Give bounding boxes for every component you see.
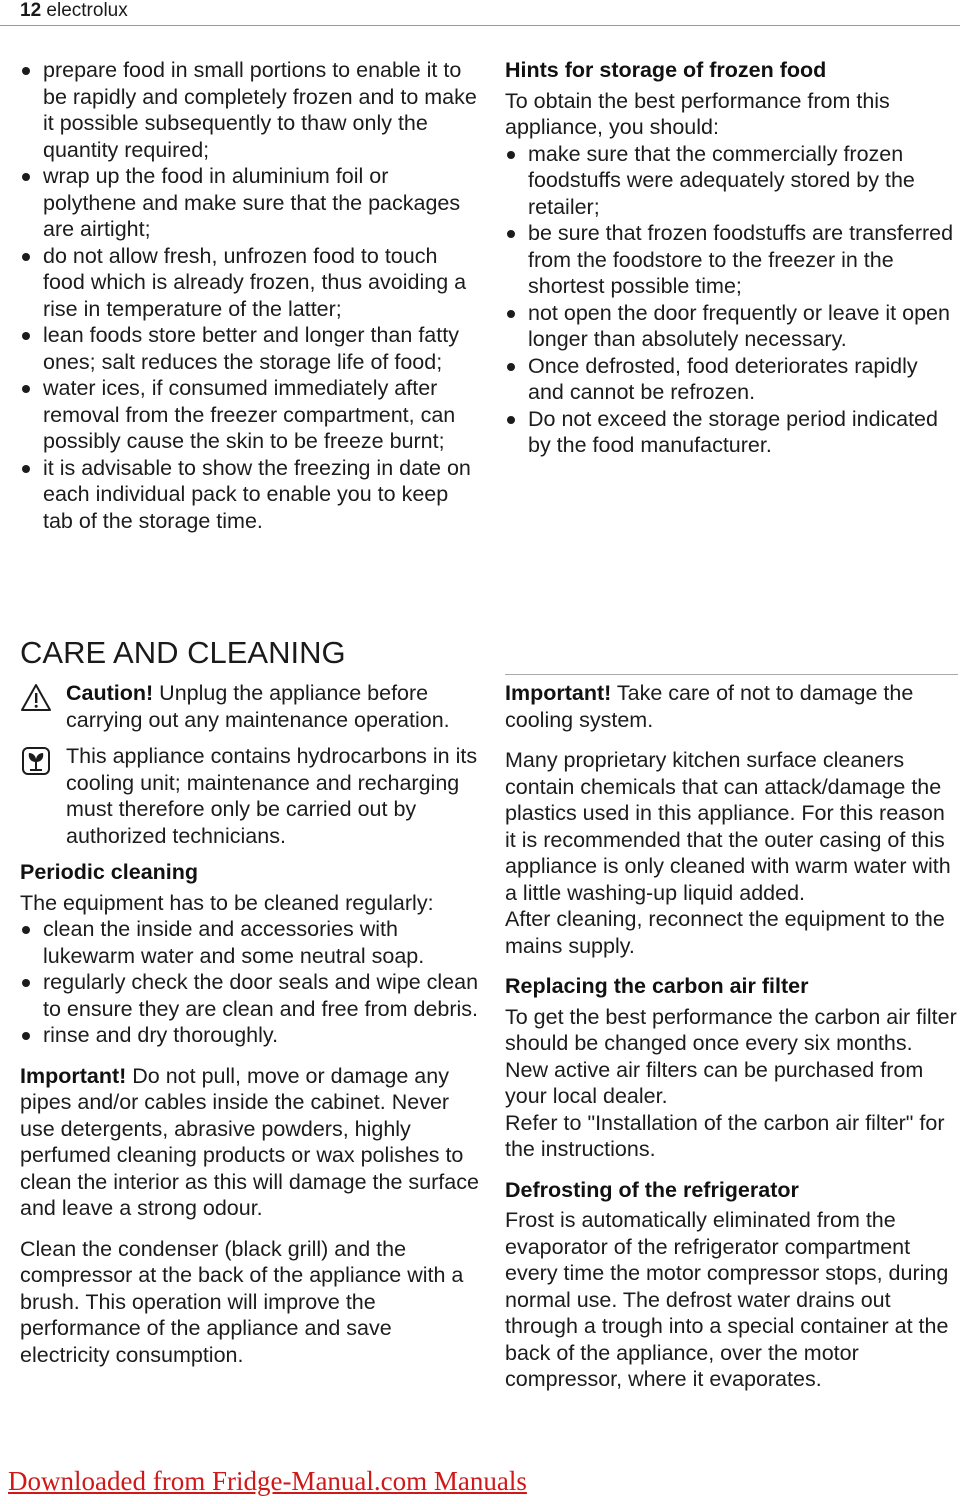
- list-item: it is advisable to show the freezing in date on each individual pack to enable you to keep tab of the storage time.: [20, 455, 482, 535]
- reconnect-paragraph: After cleaning, reconnect the equipment to the mains supply.: [505, 907, 945, 958]
- paragraph: New active air filters can be purchased from your local dealer.: [505, 1057, 924, 1108]
- important-paragraph: Important! Take care of not to damage the cooling system.: [505, 681, 914, 732]
- page-number: 12: [20, 0, 42, 21]
- caution-text: Caution! Unplug the appliance before carrying out any maintenance operation.: [66, 681, 450, 732]
- header-divider: [0, 25, 960, 26]
- freezing-tips-column: [20, 57, 482, 534]
- caution-label: Caution!: [66, 681, 154, 705]
- paragraph: To obtain the best performance from this appliance, you should:: [505, 88, 890, 139]
- list-item: not open the door frequently or leave it open longer than absolutely necessary.: [505, 300, 957, 353]
- list-item: lean foods store better and longer than fatty ones; salt reduces the storage life of food;: [20, 322, 482, 375]
- list-item: Do not exceed the storage period indicated by the food manufacturer.: [505, 406, 957, 459]
- list-item: wrap up the food in aluminium foil or polythene and make sure that the packages are airtight;: [20, 163, 482, 243]
- frozen-storage-hints: [505, 57, 957, 459]
- hydrocarbon-text: This appliance contains hydrocarbons in its cooling unit; maintenance and recharging must therefore only be carried out by authorized technicians.: [66, 744, 478, 848]
- periodic-cleaning-heading: Periodic cleaning: [20, 860, 199, 884]
- important-label: Important!: [20, 1063, 127, 1088]
- paragraph: Refer to "Installation of the carbon air filter" for the instructions.: [505, 1110, 945, 1161]
- paragraph: To get the best performance the carbon air filter should be changed once every six months.: [505, 1004, 957, 1055]
- download-source-link[interactable]: Downloaded from Fridge-Manual.com Manuals: [8, 1466, 527, 1496]
- hydrocarbon-notice: [20, 743, 482, 849]
- list-item: prepare food in small portions to enable it to be rapidly and completely frozen and to make it possible subsequently to thaw only the quantity required;: [20, 57, 482, 163]
- hydrocarbon-leaf-icon: [20, 745, 52, 777]
- periodic-cleaning-list: [20, 916, 482, 1049]
- paragraph: The equipment has to be cleaned regularly:: [20, 890, 434, 915]
- cleaning-details-column: [505, 680, 957, 1393]
- caution-notice: [20, 680, 482, 733]
- section-title: CARE AND CLEANING: [20, 635, 346, 670]
- list-item: make sure that the commercially frozen foodstuffs were adequately stored by the retailer;: [505, 141, 957, 221]
- care-cleaning-column: [20, 680, 482, 1368]
- important-paragraph: Important! Do not pull, move or damage any pipes and/or cables inside the cabinet. Never use detergents, abrasive powders, highly perfumed cleaning products or wax polishes to clean the interior as this will damage the surface and leave a strong odour.: [20, 1063, 479, 1220]
- list-item: water ices, if consumed immediately after removal from the freezer compartment, can possibly cause the skin to be freeze burnt;: [20, 375, 482, 455]
- brand-name: electrolux: [46, 0, 128, 21]
- list-item: do not allow fresh, unfrozen food to touch food which is already frozen, thus avoiding a rise in temperature of the latter;: [20, 243, 482, 323]
- freezing-tips-list: [20, 57, 482, 534]
- defrosting-heading: Defrosting of the refrigerator: [505, 1177, 799, 1202]
- page-header: [20, 0, 128, 22]
- storage-hints-list: [505, 141, 957, 459]
- defrost-paragraph: Frost is automatically eliminated from the evaporator of the refrigerator compartment every time the motor compressor stops, during normal use. The defrost water drains out through a trough into a special container at the back of the appliance, over the motor compressor, where it evaporates.: [505, 1208, 949, 1391]
- list-item: be sure that frozen foodstuffs are transferred from the foodstore to the freezer in the shortest possible time;: [505, 220, 957, 300]
- list-item: clean the inside and accessories with lukewarm water and some neutral soap.: [20, 916, 482, 969]
- section-heading: Hints for storage of frozen food: [505, 58, 827, 82]
- cleaners-paragraph: Many proprietary kitchen surface cleaners contain chemicals that can attack/damage the plastics used in this appliance. For this reason it is recommended that the outer casing of this appliance is only cleaned with warm water with a little washing-up liquid added.: [505, 748, 951, 905]
- carbon-filter-heading: Replacing the carbon air filter: [505, 974, 809, 998]
- warning-triangle-icon: [20, 682, 52, 714]
- list-item: regularly check the door seals and wipe clean to ensure they are clean and free from debris.: [20, 969, 482, 1022]
- list-item: Once defrosted, food deteriorates rapidly and cannot be refrozen.: [505, 353, 957, 406]
- section-divider: [505, 674, 958, 675]
- condenser-paragraph: Clean the condenser (black grill) and the compressor at the back of the appliance with a brush. This operation will improve the performance of the appliance and save electricity consumption.: [20, 1236, 464, 1367]
- list-item: rinse and dry thoroughly.: [20, 1022, 482, 1049]
- important-label: Important!: [505, 681, 612, 705]
